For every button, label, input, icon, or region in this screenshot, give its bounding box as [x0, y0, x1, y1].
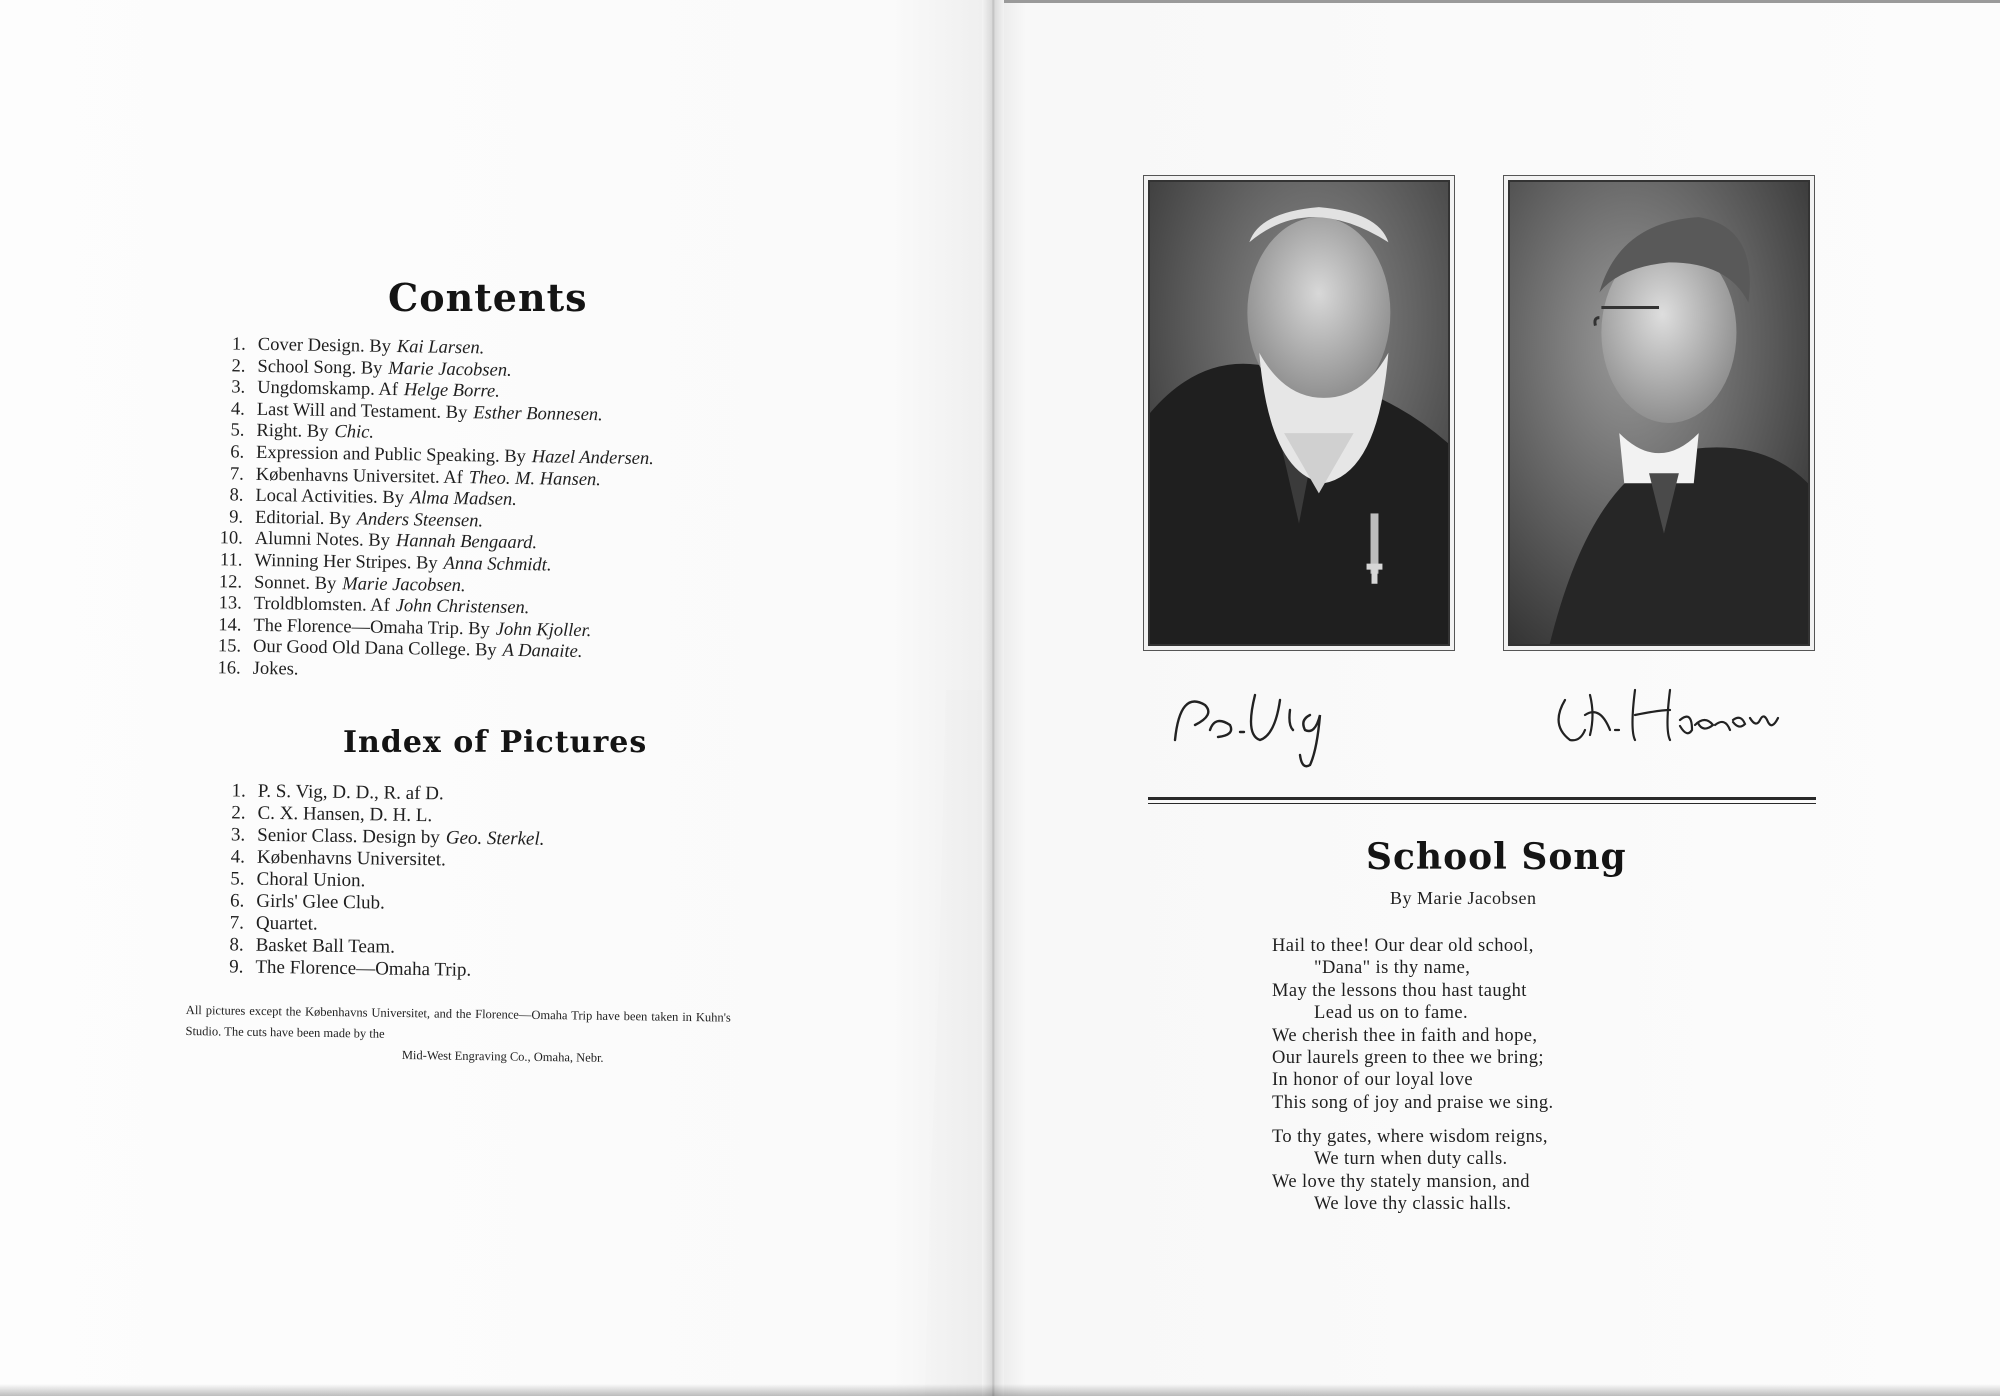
school-song-byline: By Marie Jacobsen — [1390, 888, 1537, 908]
pictures-item: 4. Københavns Universitet. — [230, 846, 446, 871]
page-top-edge — [996, 0, 2000, 3]
pictures-list — [201, 780, 545, 983]
pictures-credit-note: All pictures except the Københavns Universitet, and the Florence—Omaha Trip have been taken in Kuhn's Studio. The cuts have been made by the Mid-West Engraving Co., Omaha, Nebr. — [185, 1002, 731, 1065]
signature-hansen — [1545, 670, 1805, 780]
contents-item: 13. Troldblomsten. Af John Christensen. — [218, 593, 530, 619]
portrait-photo-hansen — [1508, 180, 1810, 646]
contents-item: 15. Our Good Old Dana College. By A Danaite. — [217, 636, 583, 663]
school-song-heading: School Song — [1366, 836, 1627, 878]
divider-rule-thin — [1148, 803, 1816, 804]
index-of-pictures-heading: Index of Pictures — [343, 725, 648, 760]
book-gutter — [982, 0, 1004, 1396]
contents-item: 14. The Florence—Omaha Trip. By John Kjoller. — [218, 614, 592, 641]
pictures-item: 8. Basket Ball Team. — [229, 934, 396, 958]
pictures-item: 1. P. S. Vig, D. D., R. af D. — [231, 780, 444, 805]
song-stanza-1 — [1272, 935, 1554, 1114]
song-line: We love thy classic halls. — [1314, 1194, 1512, 1215]
portrait-photo-vig — [1148, 180, 1450, 646]
song-line: To thy gates, where wisdom reigns, — [1272, 1127, 1548, 1147]
pictures-item: 6. Girls' Glee Club. — [229, 890, 385, 914]
song-line: We cherish thee in faith and hope, — [1272, 1025, 1538, 1046]
song-stanza-2 — [1272, 1126, 1548, 1216]
signature-vig — [1160, 670, 1420, 780]
contents-item: 16. Jokes. — [217, 658, 299, 680]
contents-item: 10. Alumni Notes. By Hannah Bengaard. — [219, 528, 538, 554]
divider-rule — [1148, 797, 1816, 800]
contents-item: 12. Sonnet. By Marie Jacobsen. — [218, 571, 466, 596]
pictures-item: 5. Choral Union. — [230, 868, 366, 892]
contents-item: 6. Expression and Public Speaking. By Hazel Andersen. — [230, 442, 654, 470]
pictures-item: 3. Senior Class. Design by Geo. Sterkel. — [230, 824, 545, 850]
song-line: This song of joy and praise we sing. — [1272, 1092, 1554, 1113]
song-line: We turn when duty calls. — [1314, 1149, 1508, 1170]
page-bottom-shadow — [0, 1384, 2000, 1396]
contents-item: 5. Right. By Chic. — [230, 420, 375, 444]
pictures-item: 9. The Florence—Omaha Trip. — [228, 956, 472, 981]
contents-item: 3. Ungdomskamp. Af Helge Borre. — [231, 377, 501, 402]
contents-heading: Contents — [388, 275, 588, 320]
song-line: "Dana" is thy name, — [1314, 958, 1471, 979]
pictures-item: 7. Quartet. — [229, 912, 318, 935]
song-line: Our laurels green to thee we bring; — [1272, 1048, 1544, 1069]
contents-item: 4. Last Will and Testament. By Esther Bonnesen. — [230, 399, 603, 426]
contents-item: 1. Cover Design. By Kai Larsen. — [231, 334, 485, 359]
contents-item: 8. Local Activities. By Alma Madsen. — [229, 485, 517, 511]
song-line: In honor of our loyal love — [1272, 1070, 1474, 1091]
pictures-item: 2. C. X. Hansen, D. H. L. — [231, 802, 433, 827]
contents-item: 11. Winning Her Stripes. By Anna Schmidt. — [219, 550, 552, 576]
left-page — [0, 0, 990, 1396]
contents-item: 7. Københavns Universitet. Af Theo. M. Hansen. — [229, 463, 602, 490]
contents-item: 2. School Song. By Marie Jacobsen. — [231, 356, 512, 381]
contents-item: 9. Editorial. By Anders Steensen. — [229, 507, 484, 532]
song-line: May the lessons thou hast taught — [1272, 980, 1527, 1001]
song-line: Hail to thee! Our dear old school, — [1272, 936, 1534, 956]
song-line: Lead us on to fame. — [1314, 1003, 1469, 1024]
contents-list — [199, 334, 656, 687]
song-line: We love thy stately mansion, and — [1272, 1171, 1530, 1192]
